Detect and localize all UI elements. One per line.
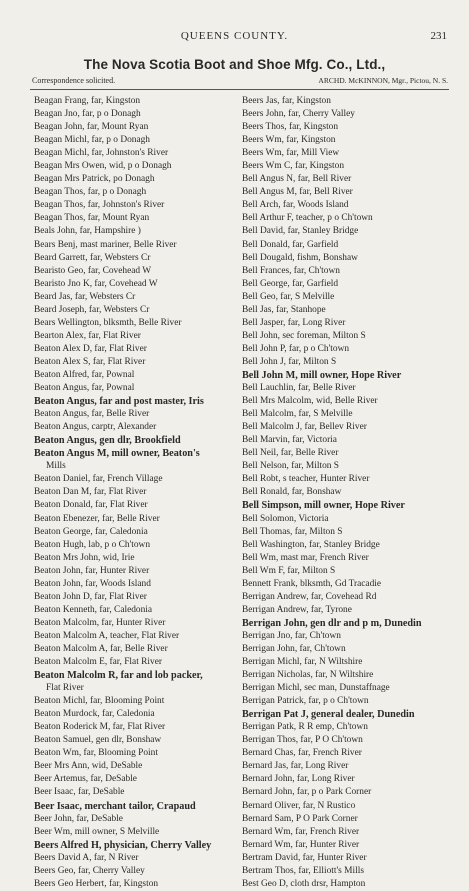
directory-entry: Bell Washington, far, Stanley Bridge (242, 539, 380, 550)
directory-entry: Beer Isaac, merchant tailor, Crapaud (34, 800, 196, 812)
directory-entry: Bernard Chas, far, French River (242, 748, 362, 759)
directory-entry: Beaton John, far, Woods Island (34, 578, 151, 589)
header-rule (30, 89, 449, 90)
advertisement-note-left: Correspondence solicited. (32, 76, 116, 85)
directory-entry: Bell Angus N, far, Bell River (242, 174, 352, 185)
directory-entry: Beagan Thos, far, Mount Ryan (34, 213, 150, 224)
directory-entry: Beers Jas, far, Kingston (242, 96, 331, 106)
directory-entry: Berrigan Thos, far, P O Ch'town (242, 735, 363, 746)
directory-entry: Beaton Angus, gen dlr, Brookfield (34, 435, 181, 447)
directory-entry: Bernard Sam, P O Park Corner (242, 813, 358, 824)
directory-entry: Beaton Malcolm E, far, Flat River (34, 657, 162, 668)
directory-entry: Berrigan Patrick, far, p o Ch'town (242, 696, 369, 707)
directory-entry: Beaton Alex S, far, Flat River (34, 356, 146, 367)
directory-entry: Bell David, far, Stanley Bridge (242, 226, 359, 237)
directory-entry: Bernard John, far, p o Park Corner (242, 787, 372, 798)
directory-entry: Beaton Ebenezer, far, Belle River (34, 513, 160, 524)
directory-entry: Beaton Dan M, far, Flat River (34, 487, 147, 498)
directory-entry: Bell George, far, Garfield (242, 278, 339, 289)
directory-entry: Beaton Mrs John, wid, Irie (34, 552, 135, 563)
directory-entry: Bearisto Jno K, far, Covehead W (34, 278, 158, 289)
directory-entry: Beaton Murdock, far, Caledonia (34, 709, 155, 720)
directory-entry: Bell John, sec foreman, Milton S (242, 330, 366, 341)
directory-entry: Beers Alfred H, physician, Cherry Valley (34, 839, 212, 851)
directory-entry: Bell Mrs Malcolm, wid, Belle River (242, 396, 378, 407)
directory-entry: Bearton Alex, far, Flat River (34, 330, 141, 341)
running-head: QUEENS COUNTY. (180, 30, 289, 42)
directory-entry: Beard Jas, far, Websters Cr (34, 291, 136, 302)
directory-entry: Berrigan Pat J, general dealer, Dunedin (242, 709, 415, 721)
directory-entry: Bears Benj, mast mariner, Belle River (34, 239, 177, 250)
directory-entry: Bell Donald, far, Garfield (242, 239, 339, 250)
directory-entry: Bearisto Geo, far, Covehead W (34, 265, 152, 276)
directory-entry: Bernard John, far, Long River (242, 774, 355, 785)
directory-entry: Beagan Frang, far, Kingston (34, 96, 141, 106)
directory-entry: Berrigan Jno, far, Ch'town (242, 630, 341, 641)
directory-entry: Beaton Malcolm, far, Hunter River (34, 617, 166, 628)
directory-entry: Beaton Daniel, far, French Village (34, 474, 163, 485)
directory-column-right (242, 95, 457, 891)
directory-entry-continuation: Flat River (46, 683, 84, 694)
directory-entry: Bell Arthur F, teacher, p o Ch'town (242, 213, 373, 224)
directory-entry: Beer John, far, DeSable (34, 813, 123, 824)
directory-entry: Bell Geo, far, S Melville (242, 291, 335, 302)
directory-entry: Bell Dougald, fishm, Bonshaw (242, 252, 358, 263)
directory-entry: Beaton Malcolm A, teacher, Flat River (34, 630, 180, 641)
directory-entry: Berrigan John, far, Ch'town (242, 643, 346, 654)
directory-entry: Bell Jas, far, Stanhope (242, 304, 326, 315)
directory-entry: Beer Wm, mill owner, S Melville (34, 826, 160, 837)
directory-entry: Beaton Angus, carptr, Alexander (34, 422, 157, 433)
directory-entry: Berrigan Michl, sec man, Dunstaffnage (242, 683, 390, 694)
directory-entry: Beaton John, far, Hunter River (34, 565, 150, 576)
directory-entry: Beagan Thos, far, Johnston's River (34, 200, 165, 211)
directory-entry: Beaton Donald, far, Flat River (34, 500, 148, 511)
directory-entry: Bell Neil, far, Belle River (242, 448, 339, 459)
directory-entry: Bertram David, far, Hunter River (242, 852, 367, 863)
directory-entry: Bennett Frank, blksmth, Gd Tracadie (242, 578, 382, 589)
directory-entry: Bell Frances, far, Ch'town (242, 265, 340, 276)
directory-entry-continuation: Mills (46, 461, 66, 472)
directory-entry: Bell Thomas, far, Milton S (242, 526, 343, 537)
directory-entry: Berrigan Andrew, far, Tyrone (242, 604, 352, 615)
directory-entry: Berrigan Nicholas, far, N Wiltshire (242, 670, 374, 681)
directory-entry: Beard Garrett, far, Websters Cr (34, 252, 151, 263)
directory-entry: Beaton Malcolm R, far and lob packer, (34, 670, 203, 682)
directory-entry: Beaton Michl, far, Blooming Point (34, 696, 165, 707)
directory-entry: Bell Arch, far, Woods Island (242, 200, 349, 211)
directory-entry: Beaton Kenneth, far, Caledonia (34, 604, 153, 615)
directory-entry: Bell Marvin, far, Victoria (242, 435, 337, 446)
directory-entry: Beaton Angus, far, Belle River (34, 409, 150, 420)
directory-entry: Beers Wm, far, Kingston (242, 135, 336, 146)
advertisement-title: The Nova Scotia Boot and Shoe Mfg. Co., Ltd., (83, 57, 386, 72)
directory-entry: Beaton George, far, Caledonia (34, 526, 148, 537)
directory-entry: Beagan John, far, Mount Ryan (34, 122, 149, 133)
directory-entry: Beaton Malcolm A, far, Belle River (34, 643, 168, 654)
directory-entry: Bernard Wm, far, French River (242, 826, 360, 837)
directory-entry: Berrigan Michl, far, N Wiltshire (242, 657, 363, 668)
directory-entry: Bertram Thos, far, Elliott's Mills (242, 865, 364, 876)
page-number: 231 (430, 30, 447, 42)
directory-entry: Beaton Angus, far, Pownal (34, 383, 135, 394)
directory-entry: Beagan Jno, far, p o Donagh (34, 109, 141, 120)
directory-entry: Berrigan Andrew, far, Covehead Rd (242, 591, 377, 602)
directory-entry: Beagan Michl, far, p o Donagh (34, 135, 150, 146)
directory-entry: Beers Wm C, far, Kingston (242, 161, 345, 172)
directory-entry: Bell John P, far, p o Ch'town (242, 343, 350, 354)
directory-entry: Bernard Oliver, far, N Rustico (242, 800, 356, 811)
directory-entry: Beagan Mrs Owen, wid, p o Donagh (34, 161, 172, 172)
directory-entry: Beaton Angus M, mill owner, Beaton's (34, 448, 200, 460)
directory-entry: Bell Simpson, mill owner, Hope River (242, 500, 405, 512)
directory-entry: Beers Geo Herbert, far, Kingston (34, 878, 159, 889)
directory-entry: Beaton Angus, far and post master, Iris (34, 396, 204, 408)
directory-entry: Beagan Michl, far, Johnston's River (34, 148, 169, 159)
directory-entry: Beard Joseph, far, Websters Cr (34, 304, 150, 315)
directory-entry: Bell Ronald, far, Bonshaw (242, 487, 342, 498)
directory-entry: Beers David A, far, N River (34, 852, 139, 863)
directory-entry: Beer Artemus, far, DeSable (34, 774, 137, 785)
directory-entry: Beagan Thos, far, p o Donagh (34, 187, 147, 198)
directory-entry: Beers Wm, far, Mill View (242, 148, 340, 159)
directory-entry: Berrigan John, gen dlr and p m, Dunedin (242, 617, 422, 629)
directory-entry: Beaton Alfred, far, Pownal (34, 369, 135, 380)
directory-entry: Bell Wm, mast mar, French River (242, 552, 369, 563)
directory-entry: Best Geo D, cloth drsr, Hampton (242, 878, 366, 889)
directory-entry: Beaton Roderick M, far, Flat River (34, 722, 166, 733)
directory-entry: Beals John, far, Hampshire ) (34, 226, 141, 237)
directory-column-left (34, 95, 249, 891)
directory-entry: Bernard Jas, far, Long River (242, 761, 349, 772)
directory-entry: Bell Malcolm J, far, Bellev River (242, 422, 367, 433)
directory-entry: Beaton Alex D, far, Flat River (34, 343, 147, 354)
directory-entry: Bell Angus M, far, Bell River (242, 187, 353, 198)
directory-entry: Bell Jasper, far, Long River (242, 317, 346, 328)
directory-entry: Bell Solomon, Victoria (242, 513, 329, 524)
directory-entry: Bernard Wm, far, Hunter River (242, 839, 360, 850)
directory-entry: Beer Mrs Ann, wid, DeSable (34, 761, 143, 772)
directory-entry: Bell John M, mill owner, Hope River (242, 369, 402, 381)
directory-entry: Beaton John D, far, Flat River (34, 591, 147, 602)
directory-entry: Beaton Samuel, gen dlr, Bonshaw (34, 735, 162, 746)
directory-entry: Bell Lauchlin, far, Belle River (242, 383, 356, 394)
directory-entry: Bell Wm F, far, Milton S (242, 565, 336, 576)
directory-entry: Bell Malcolm, far, S Melville (242, 409, 353, 420)
directory-entry: Beer Isaac, far, DeSable (34, 787, 125, 798)
directory-entry: Beaton Hugh, lab, p o Ch'town (34, 539, 151, 550)
directory-entry: Beers John, far, Cherry Valley (242, 109, 355, 120)
directory-entry: Bell Robt, s teacher, Hunter River (242, 474, 370, 485)
directory-entry: Bears Wellington, blksmth, Belle River (34, 317, 182, 328)
directory-entry: Beers Thos, far, Kingston (242, 122, 339, 133)
directory-entry: Beers Geo, far, Cherry Valley (34, 865, 145, 876)
advertisement-note-right: ARCHD. McKINNON, Mgr., Pictou, N. S. (318, 76, 448, 85)
directory-entry: Beagan Mrs Patrick, po Donagh (34, 174, 155, 185)
directory-entry: Berrigan Patk, R R emp, Ch'town (242, 722, 368, 733)
directory-entry: Bell John J, far, Milton S (242, 356, 337, 367)
directory-entry: Bell Nelson, far, Milton S (242, 461, 340, 472)
directory-entry: Beaton Wm, far, Blooming Point (34, 748, 158, 759)
